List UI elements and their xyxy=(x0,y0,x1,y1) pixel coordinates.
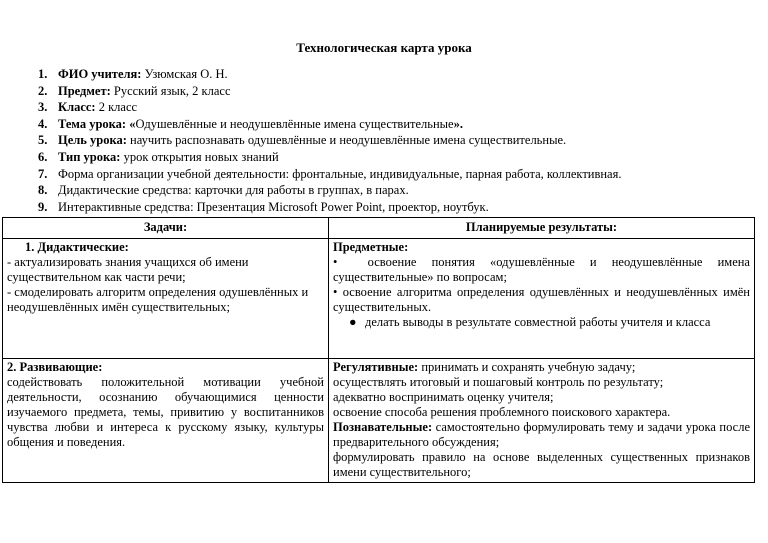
item-number: 9. xyxy=(38,199,48,214)
regulative-line xyxy=(333,360,750,375)
item-number: 1. xyxy=(38,67,48,81)
info-item xyxy=(38,149,758,166)
item-suffix: ». xyxy=(453,116,463,131)
tasks-cell-developing xyxy=(3,359,329,483)
result-line: осуществлять итоговый и пошаговый контроль по результату; xyxy=(333,375,664,389)
result-dot-item xyxy=(333,315,750,330)
item-value: Узюмская О. Н. xyxy=(141,67,228,81)
item-value: Русский язык, 2 класс xyxy=(110,83,231,98)
task-line: - смоделировать алгоритм определения одушевлённых и неодушевлённых имён существительных; xyxy=(7,285,309,314)
result-bullet xyxy=(333,255,750,285)
item-label: Цель урока: xyxy=(58,133,127,148)
lesson-info-list xyxy=(38,66,758,215)
item-value: 2 класс xyxy=(95,100,138,115)
info-item xyxy=(38,66,758,83)
item-number: 3. xyxy=(38,100,48,115)
didactic-heading: 1. Дидактические: xyxy=(25,240,129,254)
table-row xyxy=(3,359,755,483)
bullet-icon: • xyxy=(333,255,368,269)
item-value: научить распознавать одушевлённые и неодушевлённые имена существительные. xyxy=(126,133,567,148)
item-number: 6. xyxy=(38,149,48,164)
item-value: урок открытия новых знаний xyxy=(120,149,279,164)
bullet-text: освоение понятия «одушевлённые и неодушевлённые имена существительные» по вопросам; xyxy=(333,255,750,284)
bullet-icon: ● xyxy=(349,315,357,329)
subject-heading: Предметные: xyxy=(333,240,409,254)
tasks-cell-didactic xyxy=(3,239,329,359)
item-value: Интерактивные средства: Презентация Microsoft Power Point, проектор, ноутбук. xyxy=(58,199,489,214)
info-item xyxy=(38,83,758,100)
item-value: Одушевлённые и неодушевлённые имена существительные xyxy=(135,116,454,131)
item-label: Тема урока: « xyxy=(58,116,136,131)
result-bullet xyxy=(333,285,750,315)
info-item xyxy=(38,199,758,216)
header-results: Планируемые результаты: xyxy=(329,218,755,239)
cognitive-line xyxy=(333,420,750,450)
item-value: Форма организации учебной деятельности: фронтальные, индивидуальные, парная работа, коллективная. xyxy=(58,166,622,181)
developing-heading: 2. Развивающие: xyxy=(7,360,103,374)
bullet-text: освоение алгоритма определения одушевлённых и неодушевлённых имён существительных. xyxy=(333,285,750,314)
info-item xyxy=(38,166,758,183)
info-item xyxy=(38,99,758,116)
cognitive-text: самостоятельно формулировать тему и задачи урока после предварительного обсуждения; xyxy=(333,420,750,449)
document-title: Технологическая карта урока xyxy=(296,40,472,55)
bullet-icon: • xyxy=(333,285,343,299)
results-cell-subject xyxy=(329,239,755,359)
result-line: адекватно воспринимать оценку учителя; xyxy=(333,390,554,404)
item-number: 4. xyxy=(38,116,48,131)
task-line: - актуализировать знания учащихся об имени существительном как части речи; xyxy=(7,255,249,284)
result-line: освоение способа решения проблемного поискового характера. xyxy=(333,405,671,419)
item-value: Дидактические средства: карточки для работы в группах, в парах. xyxy=(58,183,409,198)
cognitive-label: Познавательные: xyxy=(333,420,433,434)
info-item xyxy=(38,182,758,199)
developing-text: содействовать положительной мотивации учебной деятельности, осознанию обучающимися ценности изучаемого предмета, темы, привитию у воспитанников чувства любви и интереса к русскому языку, культуры общения и поведения. xyxy=(7,375,324,449)
results-cell-uud xyxy=(329,359,755,483)
regulative-text: принимать и сохранять учебную задачу; xyxy=(418,360,636,374)
item-label: Предмет: xyxy=(58,83,111,98)
info-item xyxy=(38,116,758,133)
table-row xyxy=(3,239,755,359)
item-label: ФИО учителя: xyxy=(58,67,142,81)
item-number: 7. xyxy=(38,166,48,181)
info-item xyxy=(38,132,758,149)
item-label: Класс: xyxy=(58,100,96,115)
tasks-results-table xyxy=(2,217,755,483)
item-number: 2. xyxy=(38,83,48,98)
regulative-label: Регулятивные: xyxy=(333,360,419,374)
header-tasks: Задачи: xyxy=(3,218,329,239)
item-number: 8. xyxy=(38,183,48,198)
item-number: 5. xyxy=(38,133,48,148)
table-header-row xyxy=(3,218,755,239)
result-line: формулировать правило на основе выделенных существенных признаков имени существительного; xyxy=(333,450,750,479)
item-label: Тип урока: xyxy=(58,149,121,164)
bullet-text: делать выводы в результате совместной работы учителя и класса xyxy=(365,315,711,329)
